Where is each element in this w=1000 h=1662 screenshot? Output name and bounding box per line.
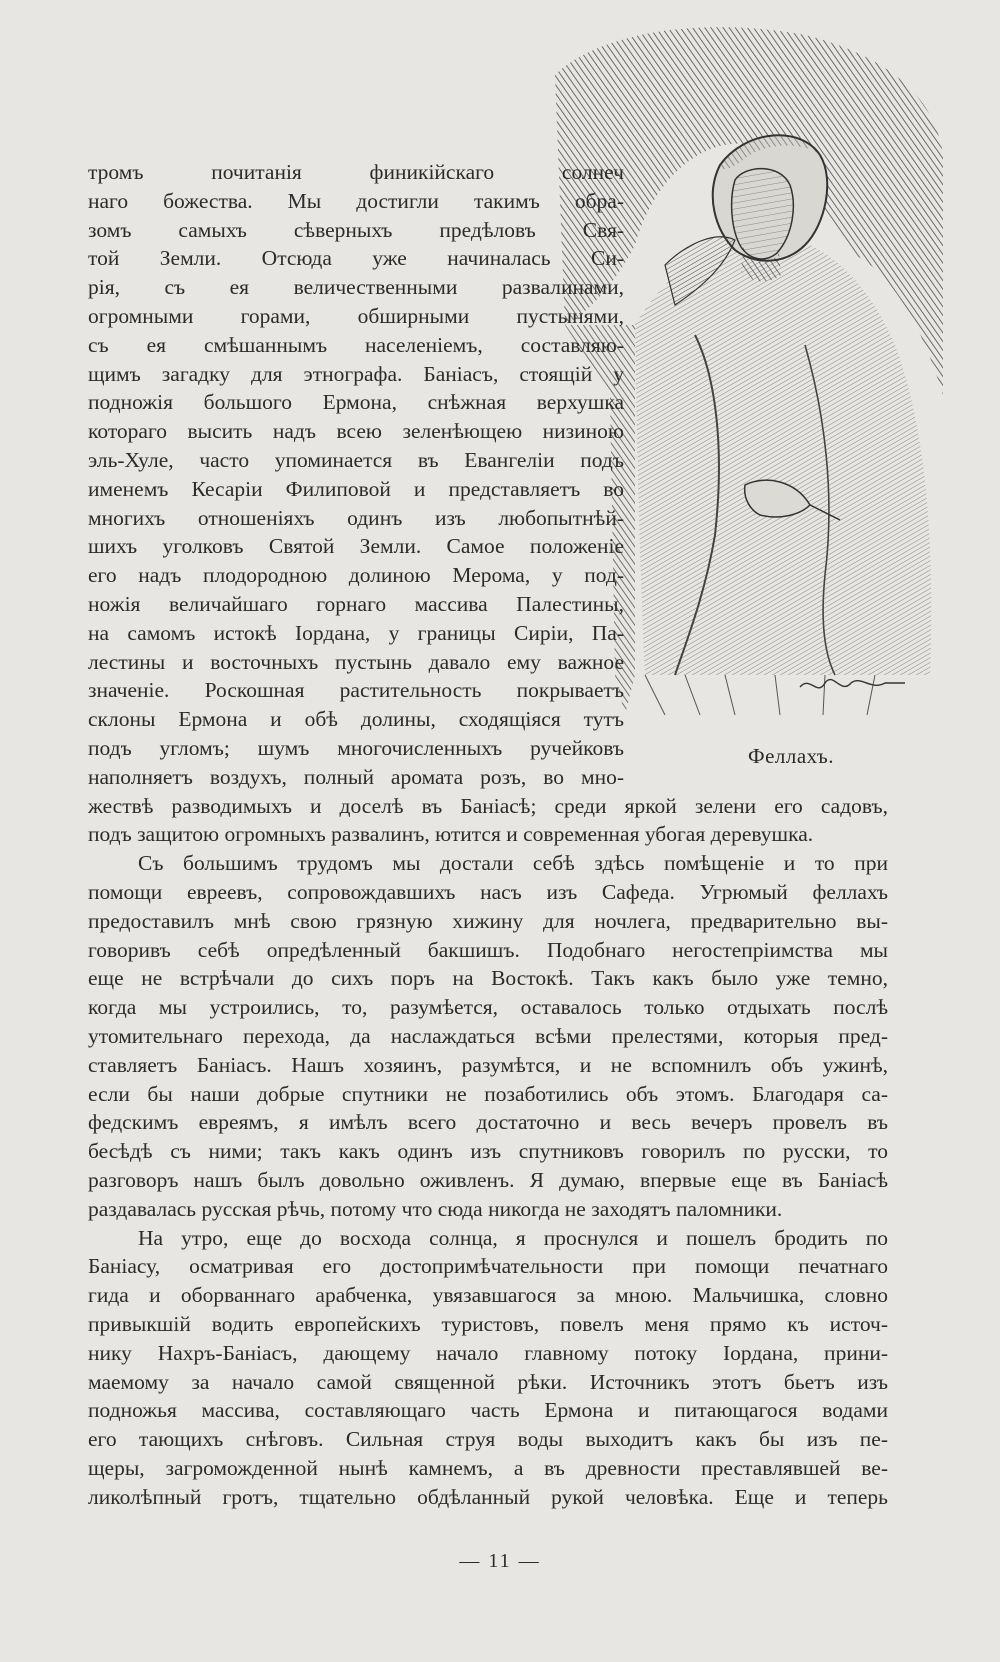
text-line: именемъ Кесаріи Филиповой и представляетъ во [88,476,624,501]
text-line: значеніе. Роскошная растительность покрываетъ [88,678,624,703]
text-line: его надъ плодородною долиною Мерома, у под- [88,563,624,588]
text-line: говоривъ себѣ опредѣленный бакшишъ. Подобнаго негостепріимства мы [88,937,888,962]
text-line: предоставилъ мнѣ свою грязную хижину для ночлега, предварительно вы- [88,908,888,933]
text-line: ставляетъ Баніасъ. Нашъ хозяинъ, разумѣтся, и не вспомнилъ объ ужинѣ, [88,1052,888,1077]
text-line: зомъ самыхъ сѣверныхъ предѣловъ Свя- [88,217,624,242]
text-line: нику Нахръ-Баніасъ, дающему начало главному потоку Іордана, прини- [88,1340,888,1365]
text-line: эль-Хуле, часто упоминается въ Евангеліи подъ [88,448,624,472]
text-line: шихъ уголковъ Святой Земли. Самое положеніе [88,534,624,559]
text-line: Съ большимъ трудомъ мы достали себѣ здѣсь помѣщеніе и то при [138,851,888,876]
text-line: наго божества. Мы достигли такимъ обра- [88,188,624,213]
text-line: рія, съ ея величественными развалинами, [88,275,624,300]
text-line: если бы наши добрые спутники не позаботились объ этомъ. Благодаря са- [88,1081,888,1106]
text-line: его тающихъ снѣговъ. Сильная струя воды выходитъ какъ бы изъ пе- [88,1427,888,1452]
text-line: жествѣ разводимыхъ и доселѣ въ Баніасѣ; среди яркой зелени его садовъ, [88,793,888,818]
text-line: федскимъ евреямъ, я имѣлъ всего достаточно и весь вечеръ провелъ въ [88,1110,888,1135]
text-line: помощи евреевъ, сопровождавшихъ насъ изъ Сафеда. Угрюмый феллахъ [88,880,888,904]
text-line: щимъ загадку для этнографа. Баніасъ, стоящій у [88,361,624,386]
text-line: Баніасу, осматривая его достопримѣчательности при помощи печатнаго [88,1254,888,1279]
text-line: привыкшій водить европейскихъ туристовъ, повелъ меня прямо къ источ- [88,1312,888,1336]
text-line: наполняетъ воздухъ, полный аромата розъ, во мно- [88,764,624,789]
text-line: подножья массива, составляющаго часть Ермона и питающагося водами [88,1398,888,1423]
text-line: котораго высить надъ всею зеленѣющею низиною [88,419,624,444]
text-line: подъ угломъ; шумъ многочисленныхъ ручейковъ [88,736,624,760]
text-line: утомительнаго перехода, да наслаждаться всѣми прелестями, которыя пред- [88,1024,888,1048]
text-line: гида и оборваннаго арабченка, увязавшагося за мною. Мальчишка, словно [88,1283,888,1308]
text-line: На утро, еще до восхода солнца, я проснулся и пошелъ бродить по [138,1225,888,1250]
text-line: когда мы устроились, то, разумѣется, оставалось только отдыхать послѣ [88,995,888,1020]
text-line: щеры, загроможденной нынѣ камнемъ, а въ древности преставлявшей ве- [88,1456,888,1480]
text-line: на самомъ истокѣ Іордана, у границы Сиріи, Па- [88,620,624,645]
text-line: ликолѣпный гротъ, тщательно обдѣланный рукой человѣка. Еще и теперь [88,1484,888,1509]
text-line: маемому за начало самой священной рѣки. Источникъ этотъ бьетъ изъ [88,1369,888,1394]
text-line: лестины и восточныхъ пустынь давало ему важное [88,649,624,674]
text-line: многихъ отношеніяхъ одинъ изъ любопытнѣй- [88,505,624,530]
illustration-caption: Феллахъ. [747,744,834,768]
text-line: разговоръ нашъ былъ довольно оживленъ. Я думаю, впервые еще въ Баніасѣ [88,1168,888,1192]
text-line: огромными горами, обширными пустынями, [88,304,624,328]
page-number: — 11 — [459,1550,541,1572]
text-line: подъ защитою огромныхъ развалинъ, ютится и современная убогая деревушка. [88,822,814,847]
text-line: тромъ почитанія финикійскаго солнеч [88,160,624,184]
text-line: съ ея смѣшаннымъ населеніемъ, составляю- [88,332,624,357]
text-line: бесѣдѣ съ ними; такъ какъ одинъ изъ спутниковъ говорилъ по русски, то [88,1139,888,1164]
text-line: той Земли. Отсюда уже начиналась Си- [88,246,624,271]
text-line: раздавалась русская рѣчь, потому что сюда никогда не заходятъ паломники. [88,1196,783,1221]
text-line: еще не встрѣчали до сихъ поръ на Востокѣ. Такъ какъ было уже темно, [88,966,888,991]
text-line: склоны Ермона и обѣ долины, сходящіяся тутъ [88,707,624,732]
text-line: ножія величайшаго горнаго массива Палестины, [88,592,624,616]
text-line: подножія большого Ермона, снѣжная верхушка [88,390,624,415]
